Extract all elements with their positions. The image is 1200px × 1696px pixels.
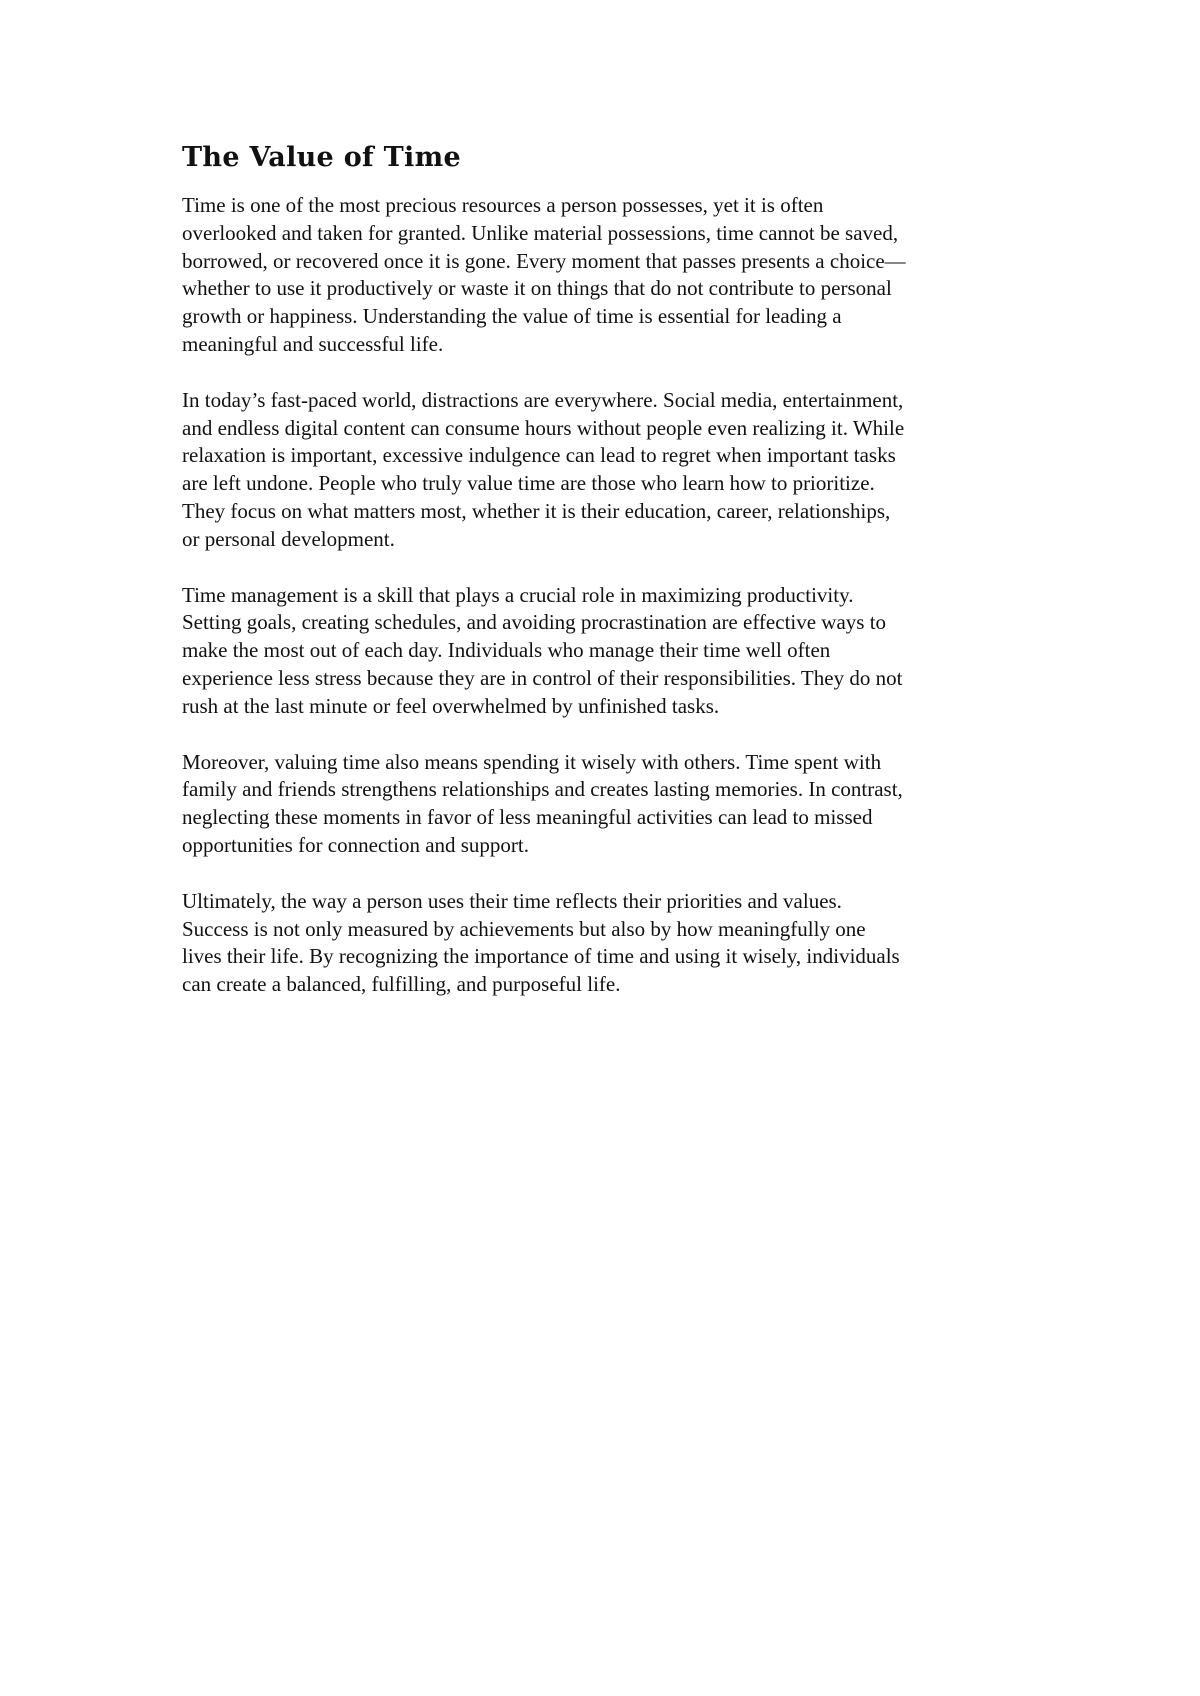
paragraph-line: They focus on what matters most, whether it is their education, career, relationships, <box>182 498 891 523</box>
body-paragraph-1 <box>182 192 1022 359</box>
paragraph-line: relaxation is important, excessive indulgence can lead to regret when important tasks <box>182 443 896 468</box>
body-paragraph-3 <box>182 582 1022 721</box>
paragraph-line: family and friends strengthens relationships and creates lasting memories. In contrast, <box>182 777 903 802</box>
paragraph-line: Time is one of the most precious resources a person possesses, yet it is often <box>182 193 824 217</box>
paragraph-line: are left undone. People who truly value time are those who learn how to prioritize. <box>182 471 875 496</box>
paragraph-line: whether to use it productively or waste it on things that do not contribute to personal <box>182 276 892 301</box>
paragraph-line: overlooked and taken for granted. Unlike material possessions, time cannot be saved, <box>182 220 899 245</box>
paragraph-line: rush at the last minute or feel overwhelmed by unfinished tasks. <box>182 693 720 718</box>
paragraph-line: and endless digital content can consume hours without people even realizing it. While <box>182 415 905 440</box>
paragraph-line: experience less stress because they are in control of their responsibilities. They do not <box>182 665 903 690</box>
paragraph-line: Success is not only measured by achievements but also by how meaningfully one <box>182 916 866 941</box>
paragraph-line: make the most out of each day. Individuals who manage their time well often <box>182 638 831 663</box>
paragraph-line: or personal development. <box>182 526 395 551</box>
paragraph-line: borrowed, or recovered once it is gone. Every moment that passes presents a choice— <box>182 248 906 273</box>
paragraph-line: In today’s fast-paced world, distractions are everywhere. Social media, entertainment, <box>182 387 904 412</box>
paragraph-line: Time management is a skill that plays a crucial role in maximizing productivity. <box>182 582 854 607</box>
paragraph-list <box>182 192 1022 999</box>
paragraph-line: growth or happiness. Understanding the value of time is essential for leading a <box>182 304 842 329</box>
paragraph-line: opportunities for connection and support. <box>182 832 530 857</box>
paragraph-line: Ultimately, the way a person uses their time reflects their priorities and values. <box>182 888 842 913</box>
body-paragraph-2 <box>182 387 1022 554</box>
body-paragraph-4 <box>182 749 1022 860</box>
paragraph-line: neglecting these moments in favor of less meaningful activities can lead to missed <box>182 805 873 830</box>
paragraph-line: Setting goals, creating schedules, and avoiding procrastination are effective ways to <box>182 610 887 635</box>
paragraph-line: Moreover, valuing time also means spending it wisely with others. Time spent with <box>182 749 882 774</box>
body-paragraph-5 <box>182 888 1022 999</box>
document-body <box>182 140 1022 1027</box>
paragraph-line: meaningful and successful life. <box>182 331 444 356</box>
paragraph-line: can create a balanced, fulfilling, and purposeful life. <box>182 972 621 997</box>
document-title: The Value of Time <box>182 142 461 173</box>
paragraph-line: lives their life. By recognizing the importance of time and using it wisely, individuals <box>182 944 900 969</box>
